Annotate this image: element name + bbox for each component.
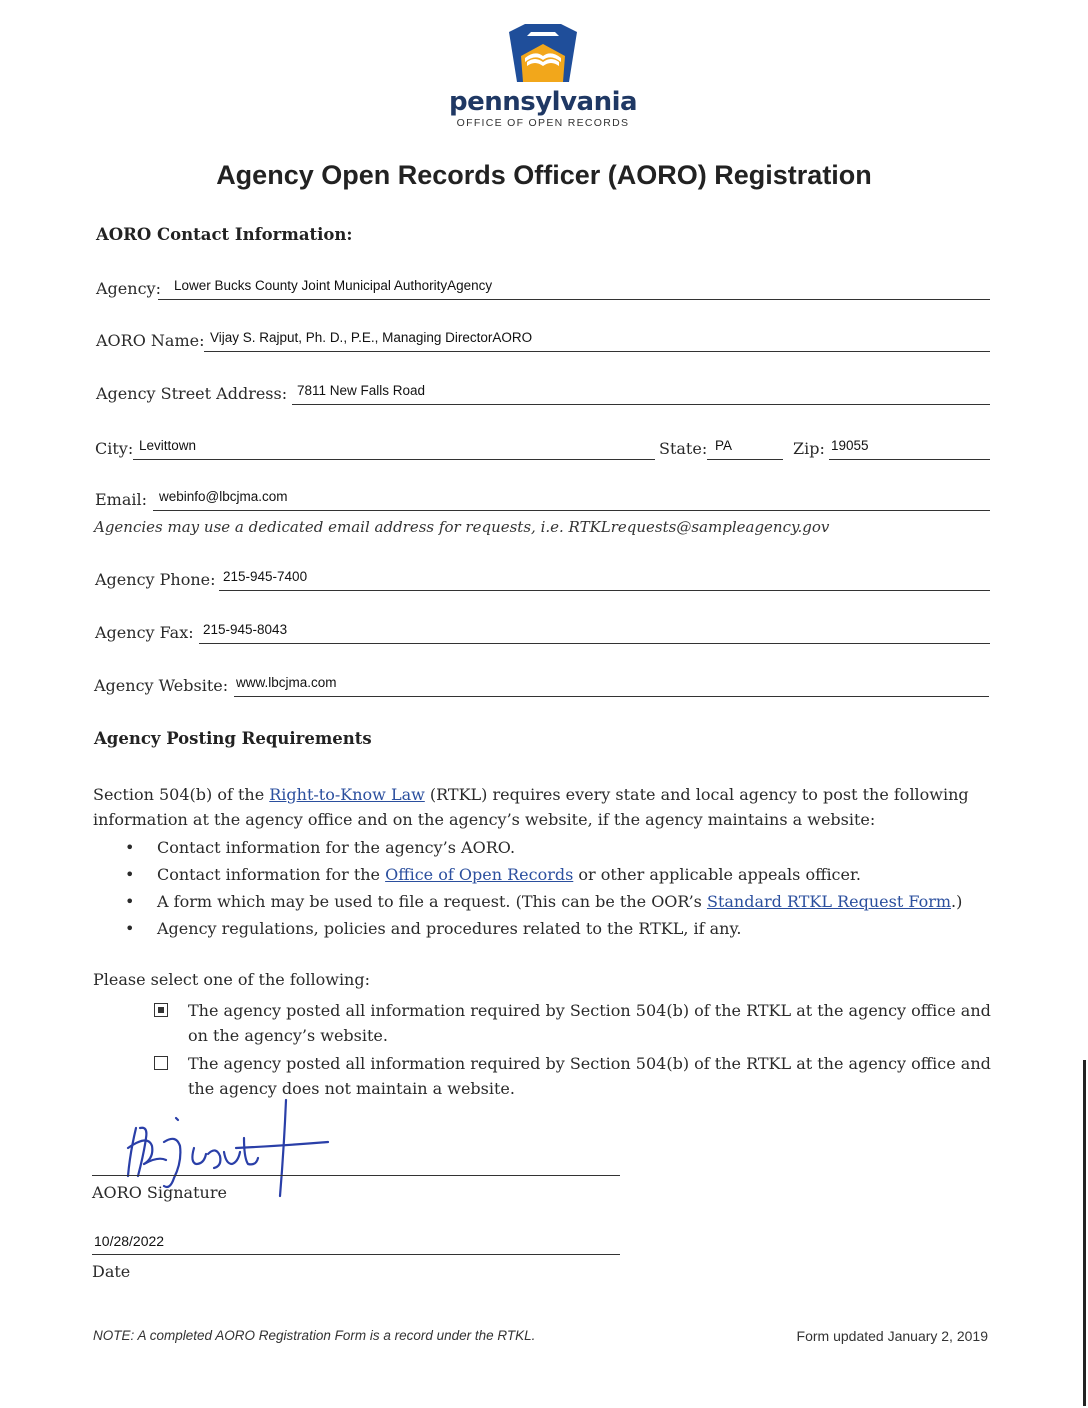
email-label: Email: xyxy=(95,490,148,509)
option-website-checkbox[interactable] xyxy=(154,1003,168,1017)
aoro-name-value: Vijay S. Rajput, Ph. D., P.E., Managing DirectorAORO xyxy=(210,330,533,345)
address-value: 7811 New Falls Road xyxy=(297,383,426,398)
logo-wordmark: pennsylvania xyxy=(448,87,638,117)
email-field[interactable] xyxy=(95,485,990,511)
date-value: 10/28/2022 xyxy=(94,1233,165,1249)
bullet-text: A form which may be used to file a request. (This can be the OOR’s xyxy=(157,892,707,911)
city-field[interactable] xyxy=(95,434,655,460)
option-website[interactable] xyxy=(154,998,994,1048)
address-underline xyxy=(292,404,990,405)
zip-underline xyxy=(829,459,990,460)
option-no-website[interactable] xyxy=(154,1051,994,1101)
list-item xyxy=(125,888,1005,915)
city-label: City: xyxy=(95,439,134,458)
bullet-text: or other applicable appeals officer. xyxy=(573,865,861,884)
list-item xyxy=(125,834,1005,861)
pa-oor-logo xyxy=(448,22,638,130)
selection-prompt: Please select one of the following: xyxy=(93,970,370,989)
bullet-text: Agency regulations, policies and procedures related to the RTKL, if any. xyxy=(157,919,742,938)
website-label: Agency Website: xyxy=(94,676,229,695)
zip-label: Zip: xyxy=(793,439,825,458)
bullet-text: Contact information for the agency’s AORO. xyxy=(157,838,516,857)
website-field[interactable] xyxy=(94,671,989,697)
right-to-know-law-link[interactable]: Right-to-Know Law xyxy=(269,785,425,804)
agency-label: Agency: xyxy=(96,279,161,298)
keystone-book-icon xyxy=(507,22,579,86)
zip-field[interactable] xyxy=(793,434,990,460)
bullet-text: Contact information for the xyxy=(157,865,386,884)
fax-field[interactable] xyxy=(95,618,990,644)
fax-value: 215-945-8043 xyxy=(203,622,288,637)
signature-line xyxy=(92,1175,620,1176)
standard-rtkl-request-form-link[interactable]: Standard RTKL Request Form xyxy=(706,892,952,911)
state-field[interactable] xyxy=(659,434,783,460)
phone-field[interactable] xyxy=(95,565,990,591)
phone-value: 215-945-7400 xyxy=(223,569,308,584)
posting-heading: Agency Posting Requirements xyxy=(94,729,372,748)
phone-underline xyxy=(219,590,990,591)
address-label: Agency Street Address: xyxy=(96,384,288,403)
logo-subtitle: OFFICE OF OPEN RECORDS xyxy=(456,117,630,129)
date-label: Date xyxy=(92,1262,131,1281)
city-value: Levittown xyxy=(139,438,197,453)
fax-label: Agency Fax: xyxy=(95,623,194,642)
state-label: State: xyxy=(659,439,708,458)
signature-label: AORO Signature xyxy=(92,1183,227,1202)
para-text-end: (RTKL) requires every state and local agency to post the following information at the agency office and on the agency’s website, if the agency maintains a website: xyxy=(93,785,969,829)
list-item xyxy=(125,915,1005,942)
state-value: PA xyxy=(715,438,733,453)
email-value: webinfo@lbcjma.com xyxy=(159,489,288,504)
option-website-text: The agency posted all information required by Section 504(b) of the RTKL at the agency office and on the agency’s website. xyxy=(188,1001,991,1045)
agency-underline xyxy=(158,299,990,300)
agency-value: Lower Bucks County Joint Municipal AuthorityAgency xyxy=(174,278,493,293)
state-underline xyxy=(707,459,783,460)
page-title: Agency Open Records Officer (AORO) Registration xyxy=(216,160,872,190)
contact-heading: AORO Contact Information: xyxy=(96,225,353,244)
posting-requirements-list xyxy=(125,834,1005,942)
list-item xyxy=(125,861,1005,888)
city-underline xyxy=(133,459,655,460)
email-note: Agencies may use a dedicated email address for requests, i.e. RTKLrequests@sampleagency.gov xyxy=(94,518,830,536)
date-line xyxy=(92,1254,620,1255)
option-no-website-checkbox[interactable] xyxy=(154,1056,168,1070)
form-updated: Form updated January 2, 2019 xyxy=(796,1328,988,1344)
office-of-open-records-link[interactable]: Office of Open Records xyxy=(385,865,574,884)
aoro-name-label: AORO Name: xyxy=(96,331,205,350)
website-value: www.lbcjma.com xyxy=(236,675,337,690)
footer-note: NOTE: A completed AORO Registration Form is a record under the RTKL. xyxy=(93,1328,536,1343)
phone-label: Agency Phone: xyxy=(95,570,216,589)
para-text-start: Section 504(b) of the xyxy=(93,785,270,804)
fax-underline xyxy=(199,643,990,644)
zip-value: 19055 xyxy=(831,438,869,453)
option-no-website-text: The agency posted all information required by Section 504(b) of the RTKL at the agency office and the agency does not maintain a website. xyxy=(188,1054,991,1098)
scan-edge-mark xyxy=(1083,1060,1086,1406)
agency-field[interactable] xyxy=(96,274,990,300)
posting-paragraph xyxy=(93,782,993,832)
address-field[interactable] xyxy=(96,379,990,405)
aoro-name-underline xyxy=(204,351,990,352)
website-underline xyxy=(234,696,989,697)
email-underline xyxy=(153,510,990,511)
aoro-name-field[interactable] xyxy=(96,326,990,352)
bullet-text: .) xyxy=(951,892,963,911)
